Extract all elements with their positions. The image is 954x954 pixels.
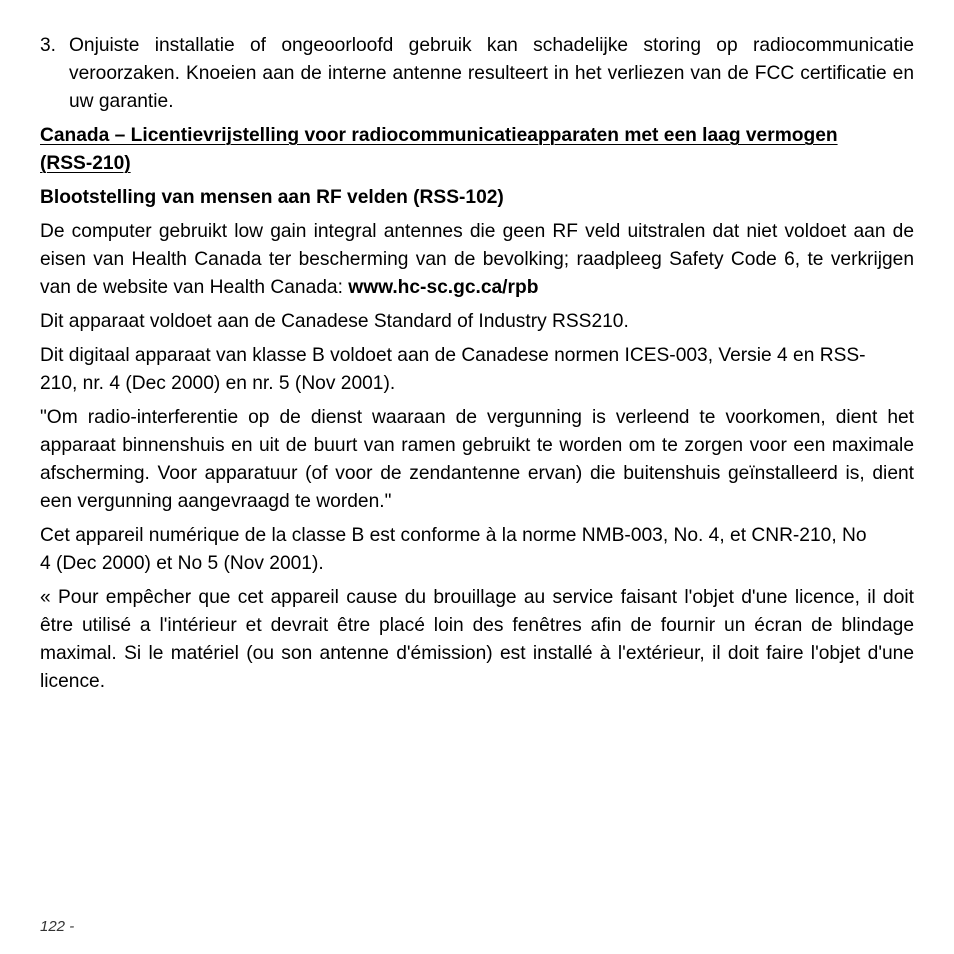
list-item-text: Onjuiste installatie of ongeoorloofd gebruik kan schadelijke storing op radiocommunicatie veroorzaken. Knoeien aan de interne antenne resulteert in het verliezen van de FCC certificatie en uw garantie. [69, 35, 914, 112]
page-content [40, 32, 914, 696]
list-item-number: 3. [40, 35, 57, 56]
section-heading-canada: Canada – Licentievrijstelling voor radiocommunicatieapparaten met een laag vermogen (RSS-210) [40, 125, 838, 174]
health-canada-link: www.hc-sc.gc.ca/rpb [348, 277, 539, 298]
paragraph-rss210: Dit apparaat voldoet aan de Canadese Standard of Industry RSS210. [40, 311, 629, 332]
list-item-3 [40, 32, 914, 116]
subheading-rf-exposure: Blootstelling van mensen aan RF velden (RSS-102) [40, 187, 504, 208]
paragraph-class-b-french: Cet appareil numérique de la classe B est conforme à la norme NMB-003, No. 4, et CNR-210, No 4 (Dec 2000) et No 5 (Nov 2001). [40, 525, 867, 574]
paragraph-rf-exposure [40, 218, 914, 302]
paragraph-rf-text: De computer gebruikt low gain integral antennes die geen RF veld uitstralen dat niet voldoet aan de eisen van Health Canada ter bescherming van de bevolking; raadpleeg Safety Code 6, te verkrijgen van de website van Health Canada: [40, 221, 914, 298]
paragraph-class-b: Dit digitaal apparaat van klasse B voldoet aan de Canadese normen ICES-003, Versie 4 en RSS-210, nr. 4 (Dec 2000) en nr. 5 (Nov 2001). [40, 345, 866, 394]
paragraph-quote-french: « Pour empêcher que cet appareil cause du brouillage au service faisant l'objet d'une licence, il doit être utilisé a l'intérieur et devrait être placé loin des fenêtres afin de fournir un écran de blindage maximal. Si le matériel (ou son antenne d'émission) est installé à l'extérieur, il doit faire l'objet d'une licence. [40, 587, 914, 692]
paragraph-quote-dutch: "Om radio-interferentie op de dienst waaraan de vergunning is verleend te voorkomen, dient het apparaat binnenshuis en uit de buurt van ramen gebruikt te worden om te zorgen voor een maximale afscherming. Voor apparatuur (of voor de zendantenne ervan) die buitenshuis geïnstalleerd is, dient een vergunning aangevraagd te worden." [40, 407, 914, 512]
page-number: 122 - [40, 918, 75, 935]
